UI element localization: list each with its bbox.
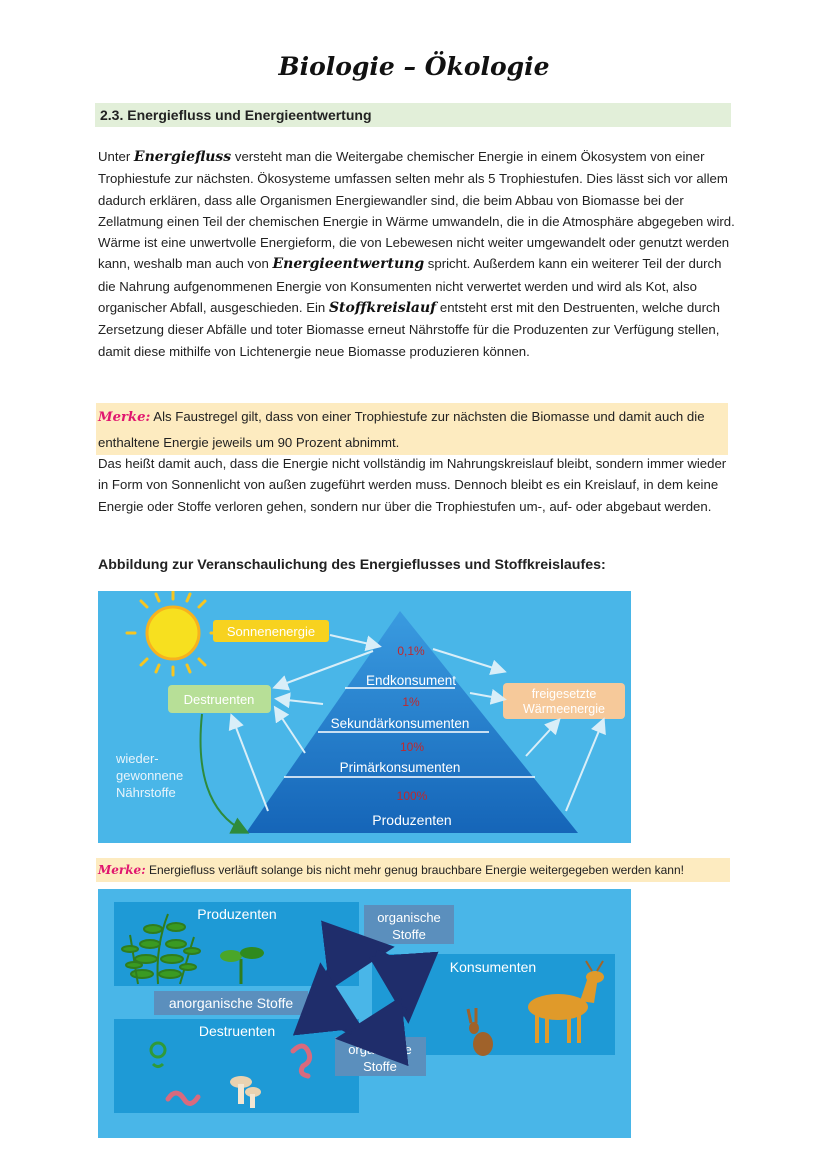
sonnenenergie-label: Sonnenenergie [226, 624, 316, 639]
wieder-label-3: Nährstoffe [116, 785, 176, 800]
organische-bottom-1: organische [348, 1042, 412, 1057]
text-run: Unter [98, 149, 134, 164]
waerme-label-2: Wärmeenergie [523, 702, 605, 716]
text-run: entsteht erst mit den Destruenten, welche durch Zersetzung dieser Abfälle und toter Biomasse erneut Nährstoffe für die Produzenten zur Verfügung stellen, damit diese mithilfe von Lichtenergie neue Biomasse produzieren können. [98, 300, 720, 359]
figure-energy-pyramid [98, 591, 631, 843]
wieder-label-1: wieder- [116, 751, 159, 766]
merke-text: Als Faustregel gilt, dass von einer Trophiestufe zur nächsten die Biomasse und damit auch die enthaltene Energie jeweils um 90 Prozent abnimmt. [98, 409, 705, 450]
level-percent: 1% [402, 695, 420, 709]
destruenten-label: Destruenten [183, 692, 255, 707]
anorganische-label: anorganische Stoffe [168, 995, 294, 1011]
merke-note-2 [96, 858, 730, 882]
figure-stoffkreislauf [98, 889, 631, 1138]
merke-label: Merke: [98, 410, 151, 425]
level-percent: 100% [396, 789, 428, 803]
level-percent: 10% [399, 740, 425, 754]
term-stoffkreislauf: Stoffkreislauf [328, 300, 437, 317]
level-name: Sekundärkonsumenten [330, 716, 470, 731]
level-name: Endkonsument [365, 673, 457, 688]
text-run: spricht. Außerdem kann ein weiterer Teil der durch die Nahrung aufgenommenen Energie von Konsumenten nicht verwertet werden und wird als Kot, also organischer Abfall, ausgeschieden. Ein [98, 256, 722, 316]
level-name: Produzenten [372, 812, 452, 828]
merke-label: Merke: [98, 863, 146, 877]
term-energieentwertung: Energieentwertung [272, 256, 425, 273]
text-run: versteht man die Weitergabe chemischer Energie in einem Ökosystem von einer Trophiestufe zur nächsten. Ökosysteme umfassen selten mehr als 5 Trophiestufen. Dies lässt sich vor allem dadurch erklären, dass alle Organismen Energiewandler sind, die beim Abbau von Biomasse bei der Zellatmung einen Teil der chemischen Energie in Wärme umwandeln, die in die Atmosphäre abgegeben wird. Wärme ist eine unwertvolle Energieform, die von Lebewesen nicht weiter umgewandelt oder genutzt werden kann, weshalb man auch von [98, 149, 735, 272]
sun-icon [127, 591, 219, 675]
paragraph-energiefluss [98, 146, 738, 362]
destruenten-label: Destruenten [198, 1023, 276, 1039]
organische-top-2: Stoffe [392, 927, 426, 942]
level-percent: 0,1% [397, 644, 425, 658]
wieder-label-2: gewonnene [116, 768, 184, 783]
merke-note-1 [98, 404, 738, 455]
pyramid-diagram [98, 591, 631, 843]
konsumenten-label: Konsumenten [449, 959, 537, 975]
merke-text: Energiefluss verläuft solange bis nicht mehr genug brauchbare Energie weitergegeben werden kann! [145, 863, 684, 877]
section-heading: 2.3. Energiefluss und Energieentwertung [95, 103, 731, 127]
produzenten-label: Produzenten [197, 906, 277, 922]
term-energiefluss: Energiefluss [133, 149, 232, 165]
organische-top-1: organische [377, 910, 441, 925]
organische-bottom-2: Stoffe [363, 1059, 397, 1074]
page-title: Biologie – Ökologie [278, 52, 550, 81]
figure-heading: Abbildung zur Veranschaulichung des Energieflusses und Stoffkreislaufes: [98, 557, 606, 573]
level-name: Primärkonsumenten [339, 760, 461, 775]
waerme-label-1: freigesetzte [531, 687, 597, 701]
paragraph-kreislauf: Das heißt damit auch, dass die Energie nicht vollständig im Nahrungskreislauf bleibt, sondern immer wieder in Form von Sonnenlicht von außen zugeführt werden muss. Dennoch bleibt es ein Kreislauf, in dem keine Energie oder Stoffe verloren gehen, sondern nur über die Trophiestufen um-, auf- oder abgebaut werden. [98, 456, 727, 514]
cycle-diagram [98, 889, 631, 1138]
